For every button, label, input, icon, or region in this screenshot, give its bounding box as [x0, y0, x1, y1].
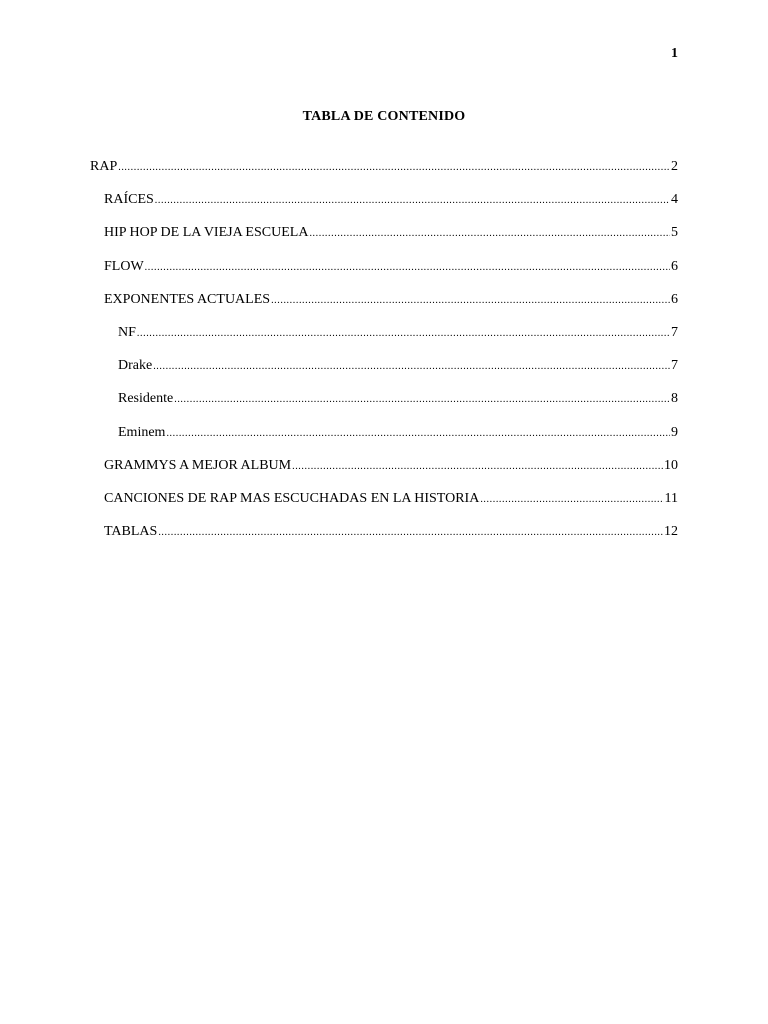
toc-dot-leader	[155, 190, 670, 212]
toc-entry-residente[interactable]	[90, 388, 678, 421]
toc-dot-leader	[118, 157, 670, 179]
toc-entry-page: 7	[671, 324, 678, 340]
toc-entry-label: TABLAS	[104, 524, 158, 540]
toc-entry-label: HIP HOP DE LA VIEJA ESCUELA	[104, 225, 309, 241]
toc-entry-label: Residente	[118, 391, 174, 407]
toc-entry-label: EXPONENTES ACTUALES	[104, 291, 271, 307]
toc-entry-page: 4	[671, 192, 678, 208]
toc-entry-nf[interactable]	[90, 322, 678, 355]
toc-entry-rap[interactable]	[90, 156, 678, 189]
toc-entry-page: 12	[664, 524, 678, 540]
toc-title: TABLA DE CONTENIDO	[302, 109, 466, 124]
toc-entry-page: 5	[671, 225, 678, 241]
page-number: 1	[671, 46, 678, 61]
toc-entry-eminem[interactable]	[90, 422, 678, 455]
toc-dot-leader	[166, 423, 670, 445]
toc-entry-label: Drake	[118, 358, 153, 374]
toc-dot-leader	[137, 323, 670, 345]
toc-entry-page: 6	[671, 258, 678, 274]
toc-entry-canciones-rap[interactable]	[90, 488, 678, 521]
toc-dot-leader	[309, 223, 670, 245]
toc-entry-page: 7	[671, 358, 678, 374]
toc-dot-leader	[153, 356, 670, 378]
toc-entry-raices[interactable]	[90, 189, 678, 222]
toc-entry-page: 6	[671, 291, 678, 307]
toc-entry-drake[interactable]	[90, 355, 678, 388]
toc-entry-page: 2	[671, 159, 678, 174]
toc-entry-label: Eminem	[118, 424, 166, 440]
toc-entry-page: 8	[671, 391, 678, 407]
toc-entry-label: RAÍCES	[104, 192, 154, 208]
toc-entry-label: GRAMMYS A MEJOR ALBUM	[104, 457, 292, 473]
toc-dot-leader	[480, 489, 663, 511]
toc-entry-tablas[interactable]	[90, 521, 678, 554]
toc-entry-grammys[interactable]	[90, 455, 678, 488]
toc-entry-label: NF	[118, 324, 136, 340]
toc-dot-leader	[292, 456, 663, 478]
toc-dot-leader	[271, 290, 670, 312]
toc-entry-label: CANCIONES DE RAP MAS ESCUCHADAS EN LA HISTORIA	[104, 490, 480, 506]
toc-entry-flow[interactable]	[90, 256, 678, 289]
toc-dot-leader	[145, 257, 670, 279]
toc-dot-leader	[174, 389, 670, 411]
toc-entry-exponentes-actuales[interactable]	[90, 289, 678, 322]
toc-entry-label: FLOW	[104, 258, 144, 274]
toc-entry-label: RAP	[90, 159, 118, 174]
table-of-contents	[90, 156, 678, 554]
toc-entry-page: 9	[671, 424, 678, 440]
toc-entry-page: 10	[664, 457, 678, 473]
toc-dot-leader	[158, 522, 663, 544]
toc-entry-page: 11	[664, 490, 678, 506]
toc-entry-hip-hop-vieja-escuela[interactable]	[90, 222, 678, 255]
